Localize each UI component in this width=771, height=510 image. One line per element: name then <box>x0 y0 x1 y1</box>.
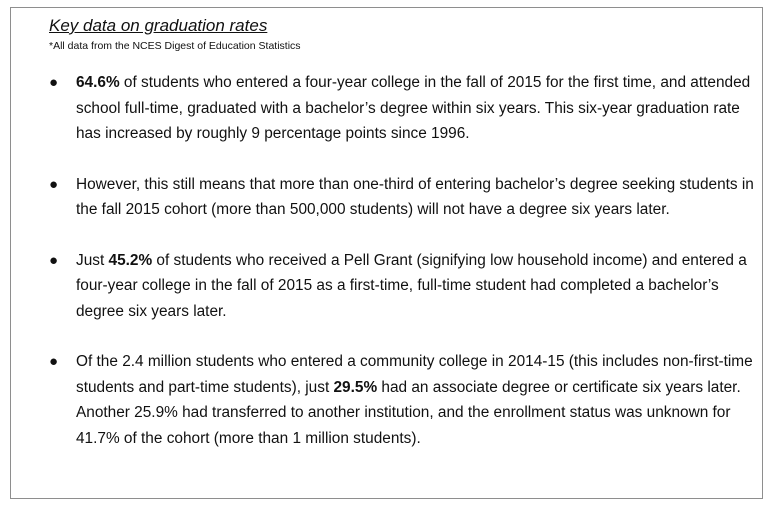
bullet-item-2 <box>49 172 761 223</box>
bullet-dot-icon: ● <box>49 251 59 269</box>
bullet-item-1 <box>49 70 761 147</box>
bullet-dot-icon: ● <box>49 175 59 193</box>
bullet-item-3 <box>49 248 761 325</box>
bullet-pre-text: Of the 2.4 million students who entered a community college in 2014-15 (this includes non-first-time students and part-time students), just <box>76 353 753 396</box>
bullet-post-text: had an associate degree or certificate six years later. Another 25.9% had transferred to another institution, and the enrollment status was unknown for 41.7% of the cohort (more than 1 million students). <box>76 378 741 447</box>
document-title: Key data on graduation rates <box>49 16 268 35</box>
bullet-pre-text: However, this still means that more than one-third of entering bachelor’s degree seeking students in the fall 2015 cohort (more than 500,000 students) will not have a degree six years later. <box>76 175 754 218</box>
bullet-dot-icon: ● <box>49 74 59 91</box>
bullet-post-text: of students who received a Pell Grant (signifying low household income) and entered a four-year college in the fall of 2015 as a first-time, full-time student had completed a bachelor’s degree six years later. <box>76 251 747 320</box>
bullet-pre-text: Just <box>76 251 109 269</box>
source-note: *All data from the NCES Digest of Education Statistics <box>49 40 301 52</box>
bullet-post-text: of students who entered a four-year college in the fall of 2015 for the first time, and attended school full-time, graduated with a bachelor’s degree within six years. This six-year graduation rate has increased by roughly 9 percentage points since 1996. <box>76 74 751 142</box>
key-data-list <box>49 70 761 451</box>
bullet-highlight-value: 64.6% <box>76 74 120 91</box>
bullet-dot-icon: ● <box>49 353 59 370</box>
bullet-highlight-value: 29.5% <box>333 378 378 396</box>
bullet-highlight-value: 45.2% <box>108 251 153 269</box>
document-frame <box>10 7 763 499</box>
bullet-item-4 <box>49 349 761 451</box>
